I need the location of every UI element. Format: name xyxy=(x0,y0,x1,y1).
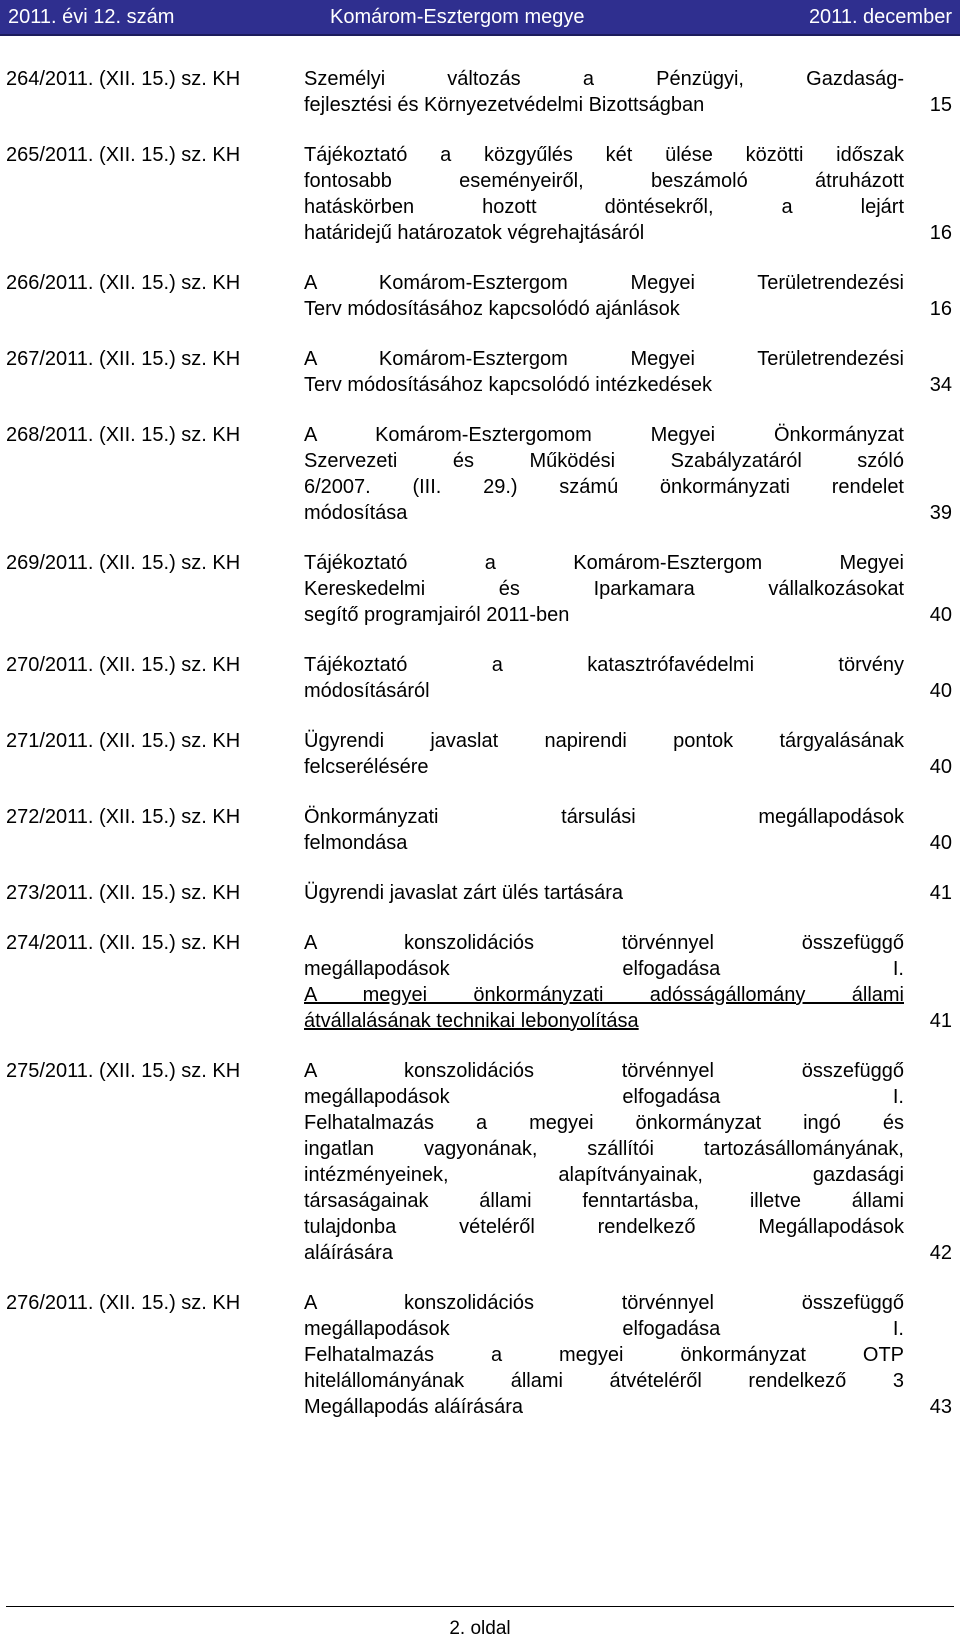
title-line: felmondása xyxy=(304,832,408,854)
title-line: ingatlan vagyonának, szállítói tartozásállományának, xyxy=(304,1138,904,1160)
title-line: A konszolidációs törvénnyel összefüggő xyxy=(304,1060,904,1082)
title-line: Tájékoztató a katasztrófavédelmi törvény xyxy=(304,654,904,676)
title-line: tulajdonba vételéről rendelkező Megállapodások xyxy=(304,1216,904,1238)
title-line: Felhatalmazás a megyei önkormányzat ingó és xyxy=(304,1112,904,1134)
title-line: Kereskedelmi és Iparkamara vállalkozásokat xyxy=(304,578,904,600)
date-label: 2011. december xyxy=(808,6,952,28)
toc-entry xyxy=(6,1290,952,1420)
title-line: intézményeinek, alapítványainak, gazdasági xyxy=(304,1164,904,1186)
resolution-title xyxy=(304,1058,952,1266)
resolution-code: 266/2011. (XII. 15.) sz. KH xyxy=(6,272,241,294)
resolution-title xyxy=(304,270,952,322)
page-number: 40 xyxy=(929,756,952,778)
title-line: Terv módosításához kapcsolódó ajánlások xyxy=(304,298,680,320)
page-number: 40 xyxy=(929,604,952,626)
title-line: Terv módosításához kapcsolódó intézkedések xyxy=(304,374,713,396)
resolution-title xyxy=(304,804,952,856)
title-line: megállapodások elfogadása I. xyxy=(304,1318,904,1340)
title-line: átvállalásának technikai lebonyolítása xyxy=(304,1010,639,1032)
title-line: Szervezeti és Működési Szabályzatáról szóló xyxy=(304,450,904,472)
title-line: megállapodások elfogadása I. xyxy=(304,1086,904,1108)
table-of-contents xyxy=(6,66,952,1444)
page-number: 40 xyxy=(929,680,952,702)
toc-entry xyxy=(6,652,952,704)
title-line: segítő programjairól 2011-ben xyxy=(304,604,570,626)
resolution-title xyxy=(304,880,952,906)
resolution-title xyxy=(304,652,952,704)
toc-entry xyxy=(6,1058,952,1266)
title-line: Ügyrendi javaslat zárt ülés tartására xyxy=(304,882,624,904)
resolution-code: 264/2011. (XII. 15.) sz. KH xyxy=(6,68,241,90)
page-number: 15 xyxy=(929,94,952,116)
title-line: Ügyrendi javaslat napirendi pontok tárgyalásának xyxy=(304,730,904,752)
resolution-code: 276/2011. (XII. 15.) sz. KH xyxy=(6,1292,241,1314)
title-line: Tájékoztató a Komárom-Esztergom Megyei xyxy=(304,552,904,574)
toc-entry xyxy=(6,930,952,1034)
toc-entry xyxy=(6,728,952,780)
toc-entry xyxy=(6,422,952,526)
county-label: Komárom-Esztergom megye xyxy=(330,6,585,28)
page-number: 41 xyxy=(929,882,952,904)
page-number: 42 xyxy=(929,1242,952,1264)
title-line: Megállapodás aláírására xyxy=(304,1396,524,1418)
toc-entry xyxy=(6,270,952,322)
resolution-title xyxy=(304,66,952,118)
title-line: Tájékoztató a közgyűlés két ülése közötti időszak xyxy=(304,144,904,166)
page-number: 40 xyxy=(929,832,952,854)
resolution-code: 272/2011. (XII. 15.) sz. KH xyxy=(6,806,241,828)
toc-entry xyxy=(6,142,952,246)
page-number: 16 xyxy=(929,222,952,244)
page-number: 41 xyxy=(929,1010,952,1032)
resolution-title xyxy=(304,1290,952,1420)
toc-entry xyxy=(6,346,952,398)
resolution-title xyxy=(304,930,952,1034)
resolution-code: 270/2011. (XII. 15.) sz. KH xyxy=(6,654,241,676)
resolution-code: 265/2011. (XII. 15.) sz. KH xyxy=(6,144,241,166)
title-line: Önkormányzati társulási megállapodások xyxy=(304,806,904,828)
title-line: hitelállományának állami átvételéről rendelkező 3 xyxy=(304,1370,904,1392)
page-header xyxy=(0,0,960,34)
title-line: módosítása xyxy=(304,502,408,524)
toc-entry xyxy=(6,550,952,628)
title-line: A Komárom-Esztergomom Megyei Önkormányzat xyxy=(304,424,904,446)
page-number: 34 xyxy=(929,374,952,396)
title-line: A konszolidációs törvénnyel összefüggő xyxy=(304,932,904,954)
resolution-code: 274/2011. (XII. 15.) sz. KH xyxy=(6,932,241,954)
title-line: A Komárom-Esztergom Megyei Területrendezési xyxy=(304,272,904,294)
title-line: Személyi változás a Pénzügyi, Gazdaság- xyxy=(304,68,904,90)
resolution-code: 271/2011. (XII. 15.) sz. KH xyxy=(6,730,241,752)
header-divider xyxy=(0,34,960,36)
resolution-code: 267/2011. (XII. 15.) sz. KH xyxy=(6,348,241,370)
title-line: 6/2007. (III. 29.) számú önkormányzati rendelet xyxy=(304,476,904,498)
resolution-code: 269/2011. (XII. 15.) sz. KH xyxy=(6,552,241,574)
issue-label: 2011. évi 12. szám xyxy=(8,6,175,28)
resolution-title xyxy=(304,728,952,780)
title-line: A konszolidációs törvénnyel összefüggő xyxy=(304,1292,904,1314)
page-number: 16 xyxy=(929,298,952,320)
resolution-title xyxy=(304,346,952,398)
resolution-title xyxy=(304,550,952,628)
title-line: fontosabb eseményeiről, beszámoló átruházott xyxy=(304,170,904,192)
resolution-code: 273/2011. (XII. 15.) sz. KH xyxy=(6,882,241,904)
page-number-footer: 2. oldal xyxy=(449,1618,511,1639)
toc-entry xyxy=(6,66,952,118)
title-line: A megyei önkormányzati adósságállomány állami xyxy=(304,984,904,1006)
title-line: felcserélésére xyxy=(304,756,429,778)
page-number: 43 xyxy=(929,1396,952,1418)
toc-entry xyxy=(6,804,952,856)
resolution-code: 275/2011. (XII. 15.) sz. KH xyxy=(6,1060,241,1082)
footer-divider xyxy=(6,1606,954,1607)
resolution-code: 268/2011. (XII. 15.) sz. KH xyxy=(6,424,241,446)
page-number: 39 xyxy=(929,502,952,524)
title-line: megállapodások elfogadása I. xyxy=(304,958,904,980)
title-line: társaságainak állami fenntartásba, illetve állami xyxy=(304,1190,904,1212)
title-line: Felhatalmazás a megyei önkormányzat OTP xyxy=(304,1344,904,1366)
title-line: hatáskörben hozott döntésekről, a lejárt xyxy=(304,196,904,218)
title-line: fejlesztési és Környezetvédelmi Bizottságban xyxy=(304,94,705,116)
resolution-title xyxy=(304,422,952,526)
title-line: határidejű határozatok végrehajtásáról xyxy=(304,222,645,244)
title-line: aláírására xyxy=(304,1242,393,1264)
title-line: módosításáról xyxy=(304,680,430,702)
resolution-title xyxy=(304,142,952,246)
toc-entry xyxy=(6,880,952,906)
title-line: A Komárom-Esztergom Megyei Területrendezési xyxy=(304,348,904,370)
